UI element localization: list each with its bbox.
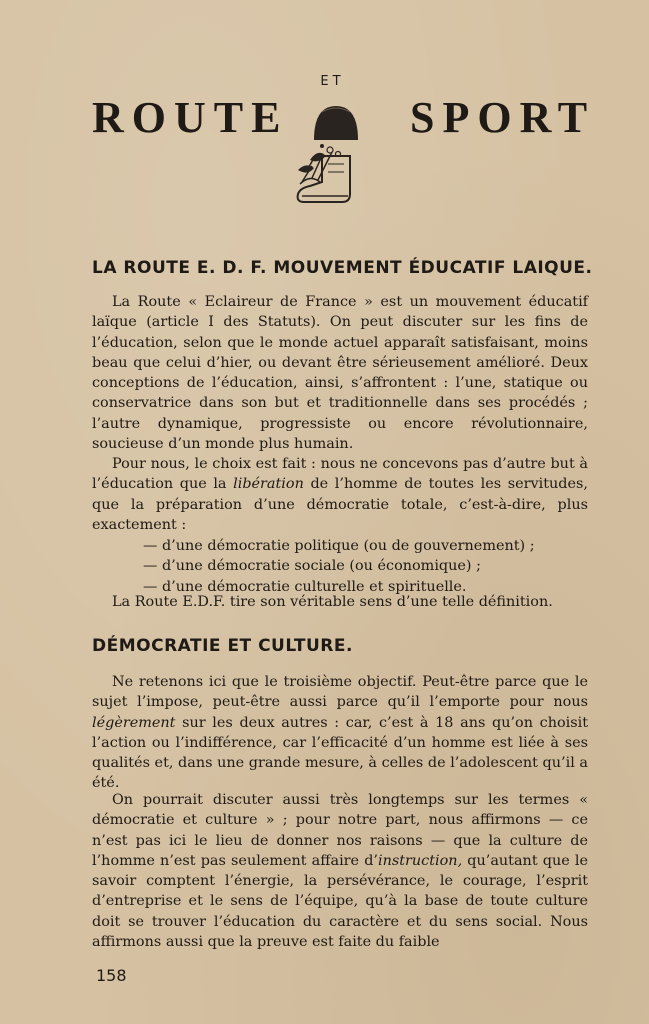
paragraph-text: sur les deux autres : car, c’est à 18 ans qu’on choisit l’action ou l’indifférence, car l’efficacité d’un homme est liée à ses qualités et, dans une grande mesure, à celles de l’adolescent qu’il a été. [92,714,588,792]
section-heading-route: LA ROUTE E. D. F. MOUVEMENT ÉDUCATIF LAIQUE. [92,258,593,278]
paragraph-conclusion: La Route E.D.F. tire son véritable sens d’une telle définition. [112,594,553,610]
paragraph-route-definition [92,292,588,454]
paragraph-culture [92,790,588,952]
paragraph-text: qu’autant que le savoir comptent l’énergie, la persévérance, le courage, l’esprit d’entreprise et le sens de l’équipe, qu’à la base de toute culture doit se trouver l’éducation du caractère et du sens social. Nous affirmons aussi que la preuve est faite du faible [92,852,588,951]
page-number: 158 [96,966,127,985]
emphasis-text: légèrement [92,714,176,731]
paragraph-text: Pour nous, le choix est fait : nous ne concevons pas d’autre but à l’éducation que la [92,456,588,493]
title-sport: SPORT [410,93,596,142]
emphasis-text: instruction, [378,852,463,869]
paragraph-choice [92,454,588,535]
boot-flowers-emblem-icon [292,98,364,214]
paragraph-text: Ne retenons ici que le troisième objectif. Peut-être parce que le sujet l’impose, peut-être aussi parce qu’il l’emporte pour nous [92,674,588,711]
paragraph-text: On pourrait discuter aussi très longtemps sur les termes « démocratie et culture » ; pour notre part, nous affirmons — ce n’est pas ici le lieu de donner nos raisons — que la culture de l’homme n’est pas seulement affaire d’ [92,792,588,869]
democracy-list [143,536,593,597]
section-heading-culture: DÉMOCRATIE ET CULTURE. [92,636,353,656]
emphasis-text: libération [233,476,304,493]
header-connector: ET [320,74,345,89]
list-item: — d’une démocratie sociale (ou économique) ; [143,558,481,575]
paragraph-text: La Route « Eclaireur de France » est un mouvement éducatif laïque (article I des Statuts). On peut discuter sur les fins de l’éducation, selon que le monde actuel apparaît satisfaisant, moins beau que celui d’hier, ou devant être sérieusement amélioré. Deux conceptions de l’éducation, ainsi, s’affrontent : l’une, statique ou conservatrice dans son but et traditionnelle dans ses procédés ; l’autre dynamique, progressiste ou encore révolutionnaire, soucieuse d’un monde plus humain. [92,294,588,453]
paragraph-text: de l’homme de toutes les servitudes, que la préparation d’une démocratie totale, c’est-à-dire, plus exactement : [92,476,588,533]
paragraph-objective [92,672,588,794]
title-route: ROUTE [92,93,289,142]
list-item: — d’une démocratie culturelle et spirituelle. [143,578,467,595]
list-item: — d’une démocratie politique (ou de gouvernement) ; [143,538,535,554]
